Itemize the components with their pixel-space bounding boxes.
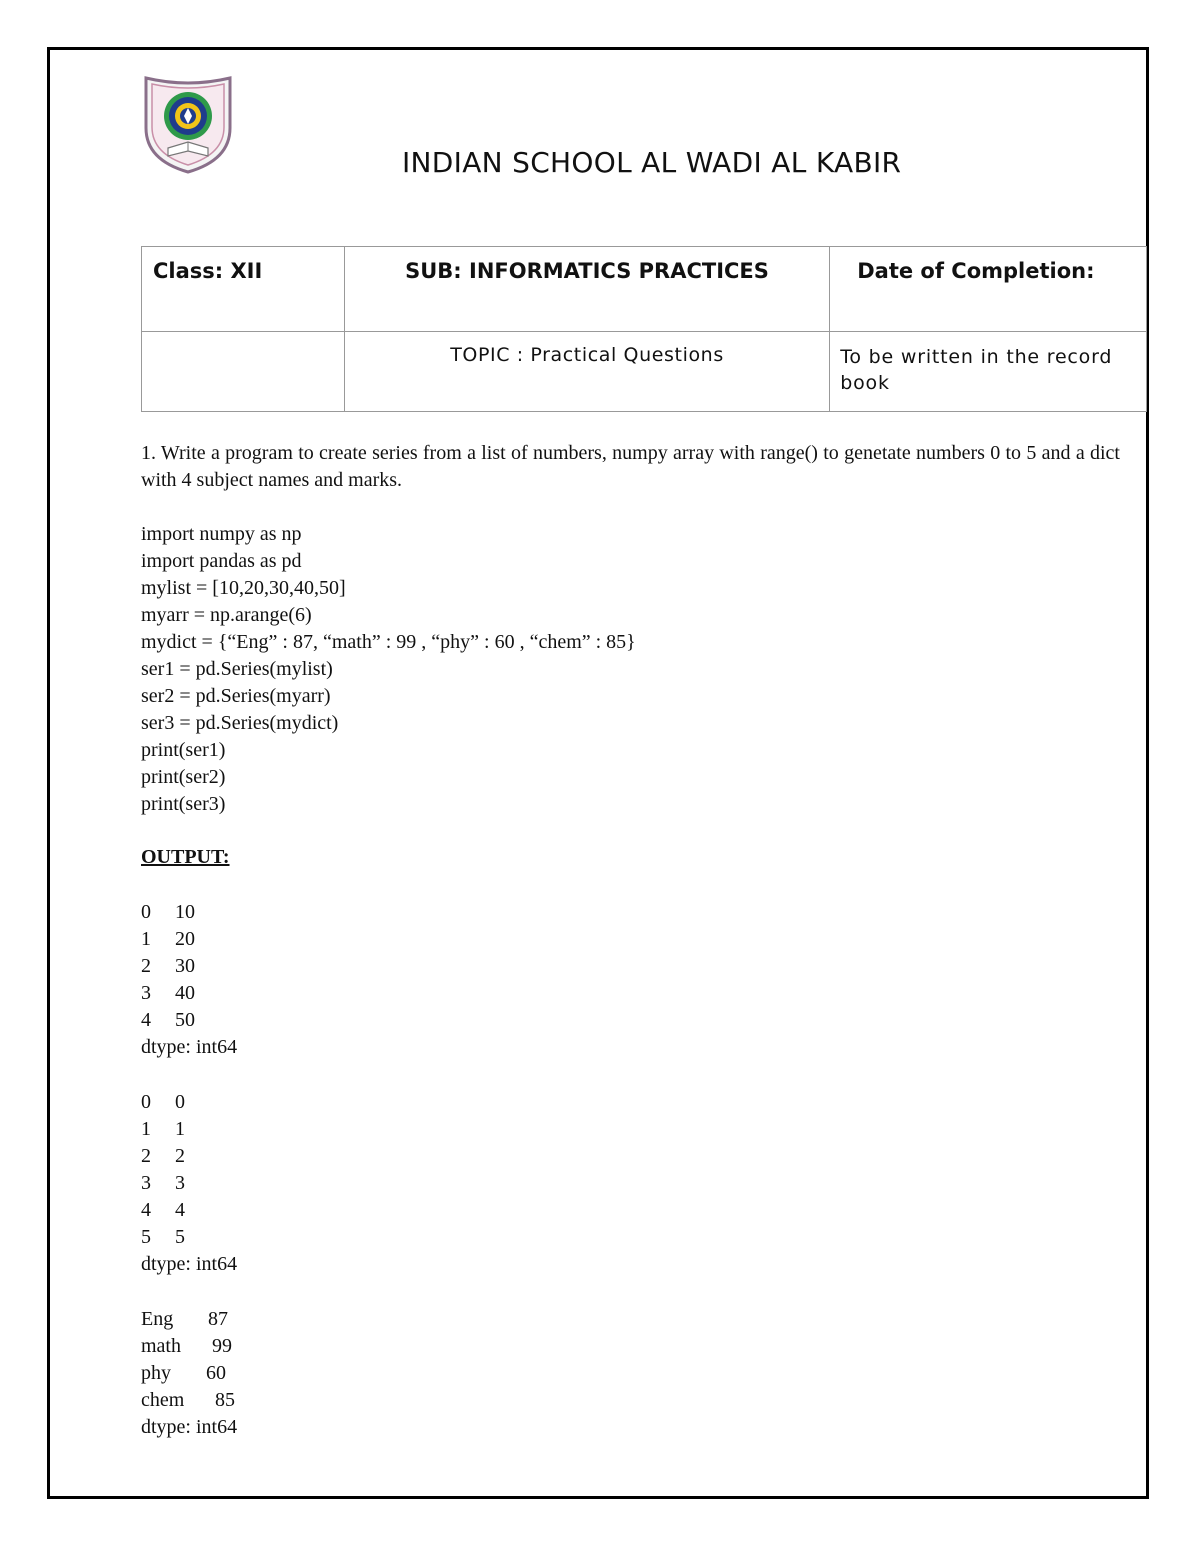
index-value: 0 <box>141 1091 151 1113</box>
code-line: import pandas as pd <box>141 550 302 572</box>
code-line: ser1 = pd.Series(mylist) <box>141 658 333 680</box>
series-value: 30 <box>175 955 195 977</box>
series-value: 99 <box>212 1335 232 1357</box>
code-line: ser3 = pd.Series(mydict) <box>141 712 339 734</box>
index-value: 2 <box>141 955 151 977</box>
series-value: 60 <box>206 1362 226 1384</box>
record-book-note-cell: To be written in the record book <box>830 332 1147 412</box>
class-cell: Class: XII <box>142 247 345 332</box>
series-value: 0 <box>175 1091 185 1113</box>
series-value: 2 <box>175 1145 185 1167</box>
series-value: 87 <box>208 1308 228 1330</box>
index-value: 1 <box>141 928 151 950</box>
output-row <box>141 1387 237 1414</box>
series-value: 40 <box>175 982 195 1004</box>
code-block <box>141 521 636 818</box>
series-value: 85 <box>215 1389 235 1411</box>
subject-cell: SUB: INFORMATICS PRACTICES <box>344 247 829 332</box>
school-crest-logo <box>140 72 236 176</box>
output-heading: OUTPUT: <box>141 846 230 868</box>
index-value: 5 <box>141 1226 151 1248</box>
output-row <box>141 926 237 953</box>
index-value: 3 <box>141 982 151 1004</box>
output-row <box>141 953 237 980</box>
output-series2 <box>141 1089 237 1278</box>
output-row <box>141 1360 237 1387</box>
empty-cell <box>142 332 345 412</box>
series-value: 4 <box>175 1199 185 1221</box>
output-series3 <box>141 1306 237 1441</box>
output-row <box>141 1170 237 1197</box>
code-line: print(ser2) <box>141 766 226 788</box>
code-line: mydict = {“Eng” : 87, “math” : 99 , “phy” : 60 , “chem” : 85} <box>141 631 636 653</box>
output-row <box>141 1143 237 1170</box>
series-value: 50 <box>175 1009 195 1031</box>
dtype-line: dtype: int64 <box>141 1253 238 1275</box>
code-line: import numpy as np <box>141 523 302 545</box>
output-row <box>141 1306 237 1333</box>
index-value: math <box>141 1335 181 1357</box>
index-value: Eng <box>141 1308 174 1330</box>
code-line: print(ser3) <box>141 793 226 815</box>
output-row <box>141 1116 237 1143</box>
dtype-line: dtype: int64 <box>141 1036 238 1058</box>
series-value: 1 <box>175 1118 185 1140</box>
code-line: print(ser1) <box>141 739 226 761</box>
assignment-header-table <box>141 246 1147 412</box>
date-of-completion-cell: Date of Completion: <box>830 247 1147 332</box>
index-value: 3 <box>141 1172 151 1194</box>
output-row <box>141 899 237 926</box>
output-row <box>141 1224 237 1251</box>
output-row <box>141 1197 237 1224</box>
series-value: 5 <box>175 1226 185 1248</box>
school-name-heading: INDIAN SCHOOL AL WADI AL KABIR <box>402 146 902 179</box>
output-row <box>141 980 237 1007</box>
output-series1 <box>141 899 237 1061</box>
index-value: phy <box>141 1362 171 1384</box>
series-value: 20 <box>175 928 195 950</box>
index-value: chem <box>141 1389 185 1411</box>
question-text: 1. Write a program to create series from a list of numbers, numpy array with range() to genetate numbers 0 to 5 and a dict with 4 subject names and marks. <box>141 442 1120 491</box>
code-line: ser2 = pd.Series(myarr) <box>141 685 331 707</box>
output-row <box>141 1333 237 1360</box>
topic-cell: TOPIC : Practical Questions <box>344 332 829 412</box>
index-value: 4 <box>141 1009 151 1031</box>
index-value: 0 <box>141 901 151 923</box>
output-row <box>141 1007 237 1034</box>
code-line: myarr = np.arange(6) <box>141 604 312 626</box>
series-value: 10 <box>175 901 195 923</box>
series-value: 3 <box>175 1172 185 1194</box>
output-row <box>141 1089 237 1116</box>
index-value: 1 <box>141 1118 151 1140</box>
dtype-line: dtype: int64 <box>141 1416 238 1438</box>
code-line: mylist = [10,20,30,40,50] <box>141 577 346 599</box>
index-value: 2 <box>141 1145 151 1167</box>
index-value: 4 <box>141 1199 151 1221</box>
